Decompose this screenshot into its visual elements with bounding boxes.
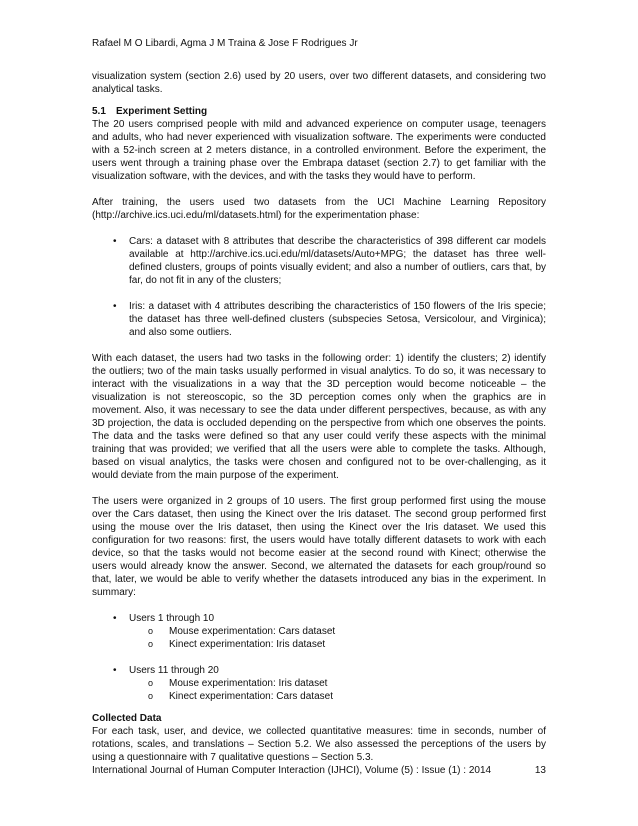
list-item-text: Users 1 through 10: [129, 613, 215, 624]
bullet-icon: •: [113, 613, 117, 624]
paragraph: For each task, user, and device, we collected quantitative measures: time in seconds, number of rotations, scales, and translations – Section 5.2. We also assessed the perceptions of the users by using a questionnaire with 7 qualitative questions – Section 5.3.: [92, 726, 546, 763]
list-item: [92, 235, 546, 287]
sub-list: [129, 625, 546, 651]
subsection-heading: Collected Data: [92, 713, 162, 724]
paragraph: The users were organized in 2 groups of 10 users. The first group performed first using the mouse over the Cars dataset, then using the Kinect over the Iris dataset. The second group performed first using the mouse over the Iris dataset, then using the Kinect over the Iris dataset. We used this configuration for two reasons: first, the users would have totally different datasets to work with each device, so that the tasks would not become easier at the second round with Kinect; otherwise the users would already know the answer. Second, we alternated the datasets for each group/round so that, later, we would be able to verify whether the datasets introduced any bias in the experiment. In summary:: [92, 496, 546, 598]
bullet-icon: •: [113, 236, 117, 247]
paragraph: With each dataset, the users had two tasks in the following order: 1) identify the clusters; 2) identify the outliers; two of the main tasks usually performed in visual analytics. To do so, it was necessary to interact with the visualizations in a way that the 3D perception would become noticeable – the visualization is not stereoscopic, so the 3D perception comes only when the graphics are in movement. Also, it was necessary to see the data under different perspectives, because, as with any 3D projection, the data is occluded depending on the perspective from which one observes the points. The data and the tasks were defined so that any user could verify these aspects with the minimal training that was provided; we verified that all the users were able to complete the tasks. Although, based on visual analytics, the tasks were chosen and configured not to be over-challenging, as it would deviate from the main purpose of the experiment.: [92, 353, 546, 481]
list-item: [92, 612, 546, 651]
page-body: [92, 70, 546, 764]
section-number: 5.1: [92, 106, 106, 117]
sub-list-item: o Mouse experimentation: Cars dataset: [148, 626, 336, 637]
circle-bullet-icon: o: [148, 691, 154, 701]
list-item: [92, 300, 546, 339]
section-title: Experiment Setting: [116, 106, 208, 117]
sub-list: [129, 677, 546, 703]
page-number: 13: [534, 765, 546, 776]
sub-list-item: o Kinect experimentation: Iris dataset: [148, 639, 326, 650]
paragraph: The 20 users comprised people with mild and advanced experience on computer usage, teenagers and adults, who had never experienced with visualization software. The experiments were conducted with a 52-inch screen at 2 meters distance, in a controlled environment. Before the experiment, the users went through a training phase over the Embrapa dataset (section 2.7) to get familiar with the visualization software, with the devices, and with the tasks they would have to perform.: [92, 119, 546, 182]
dataset-list: [92, 235, 546, 339]
running-header: Rafael M O Libardi, Agma J M Traina & Jose F Rodrigues Jr: [92, 38, 358, 49]
list-item-text: Iris: a dataset with 4 attributes describing the characteristics of 150 flowers of the Iris specie; the dataset has three well-defined clusters (subspecies Setosa, Versicolour, and Virginica); and also some outliers.: [129, 301, 546, 338]
page-footer: [92, 765, 546, 776]
bullet-icon: •: [113, 665, 117, 676]
circle-bullet-icon: o: [148, 678, 154, 688]
circle-bullet-icon: o: [148, 639, 154, 649]
sub-list-item: o Kinect experimentation: Cars dataset: [148, 691, 333, 702]
group-list: [92, 612, 546, 703]
sub-list-item: o Mouse experimentation: Iris dataset: [148, 678, 328, 689]
journal-citation: International Journal of Human Computer Interaction (IJHCI), Volume (5) : Issue (1) : 2014: [92, 765, 492, 776]
list-item-text: Users 11 through 20: [129, 665, 219, 676]
list-item: [92, 664, 546, 703]
bullet-icon: •: [113, 301, 117, 312]
intro-paragraph: visualization system (section 2.6) used by 20 users, over two different datasets, and considering two analytical tasks.: [92, 71, 546, 95]
section-heading: [92, 105, 546, 118]
circle-bullet-icon: o: [148, 626, 154, 636]
list-item-text: Cars: a dataset with 8 attributes that describe the characteristics of 398 different car models available at http://archive.ics.uci.edu/ml/datasets/Auto+MPG; the dataset has three well-defined clusters, groups of points visually evident; and also a number of outliers, cars that, by far, do not fit in any of the clusters;: [129, 236, 546, 286]
paragraph: After training, the users used two datasets from the UCI Machine Learning Repository (http://archive.ics.uci.edu/ml/datasets.html) for the experimentation phase:: [92, 197, 546, 221]
